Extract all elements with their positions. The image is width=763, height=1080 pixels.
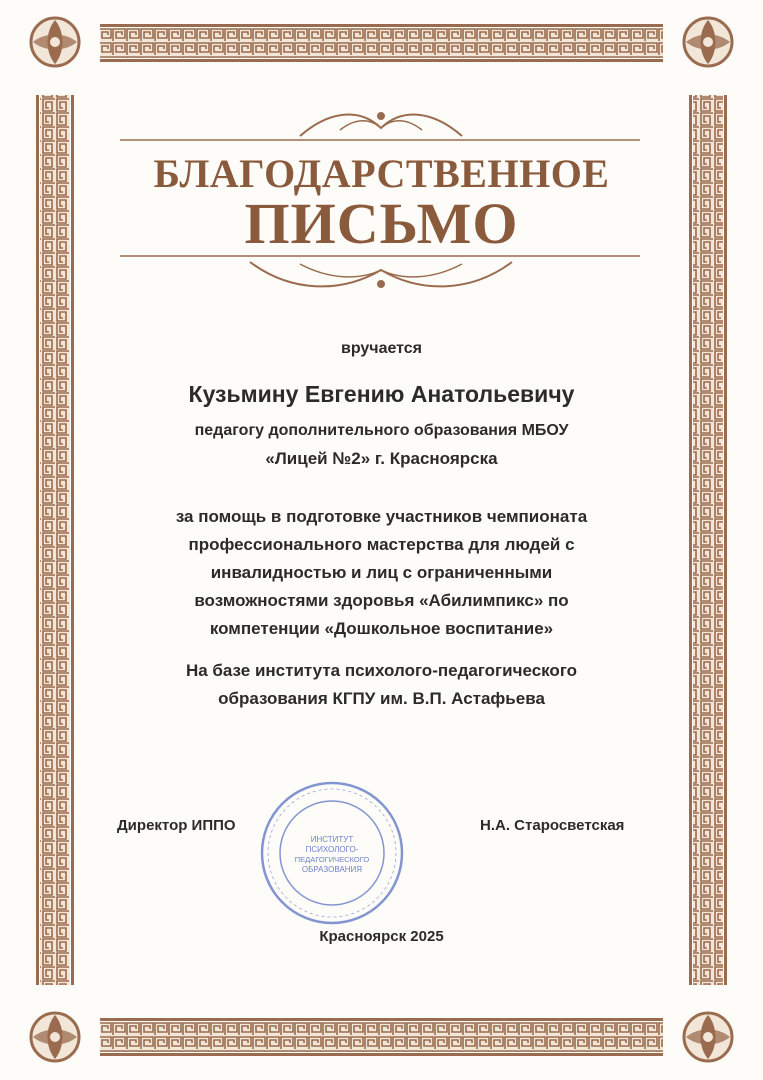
awarded-label: вручается (340, 340, 423, 357)
svg-text:ПСИХОЛОГО-: ПСИХОЛОГО- (305, 845, 359, 854)
corner-ornament-bottom-left (31, 1013, 79, 1061)
reason-line: инвалидностью и лиц с ограниченными (210, 563, 553, 582)
title-line-1: БЛАГОДАРСТВЕННОЕ (153, 151, 610, 196)
reason-line: компетенции «Дошкольное воспитание» (209, 619, 554, 638)
signer-title: Директор ИППО (117, 817, 236, 834)
right-border-band (689, 95, 727, 985)
corner-ornament-top-right (684, 18, 732, 66)
top-border-band (100, 24, 663, 62)
svg-text:ИНСТИТУТ: ИНСТИТУТ (310, 835, 354, 844)
signer-name: Н.А. Старосветская (480, 817, 625, 834)
place-year: Красноярск 2025 (319, 928, 444, 945)
base-line: образования КГПУ им. В.П. Астафьева (218, 689, 545, 708)
position-line-2: «Лицей №2» г. Красноярска (265, 449, 498, 468)
svg-text:ПЕДАГОГИЧЕСКОГО: ПЕДАГОГИЧЕСКОГО (294, 855, 370, 864)
position-line-1: педагогу дополнительного образования МБОУ (194, 422, 569, 439)
recipient-name: Кузьмину Евгению Анатольевичу (188, 381, 575, 407)
base-line: На базе института психолого-педагогического (185, 661, 578, 680)
corner-ornament-bottom-right (684, 1013, 732, 1061)
official-stamp (257, 778, 407, 928)
bottom-border-band (100, 1018, 663, 1056)
reason-line: возможностями здоровья «Абилимпикс» по (194, 591, 569, 610)
reason-line: профессионального мастерства для людей с (188, 535, 575, 554)
title-line-2: ПИСЬМО (244, 191, 519, 256)
left-border-band (36, 95, 74, 985)
corner-ornament-top-left (31, 18, 79, 66)
reason-line: за помощь в подготовке участников чемпионата (175, 507, 588, 526)
svg-text:ОБРАЗОВАНИЯ: ОБРАЗОВАНИЯ (301, 865, 363, 874)
